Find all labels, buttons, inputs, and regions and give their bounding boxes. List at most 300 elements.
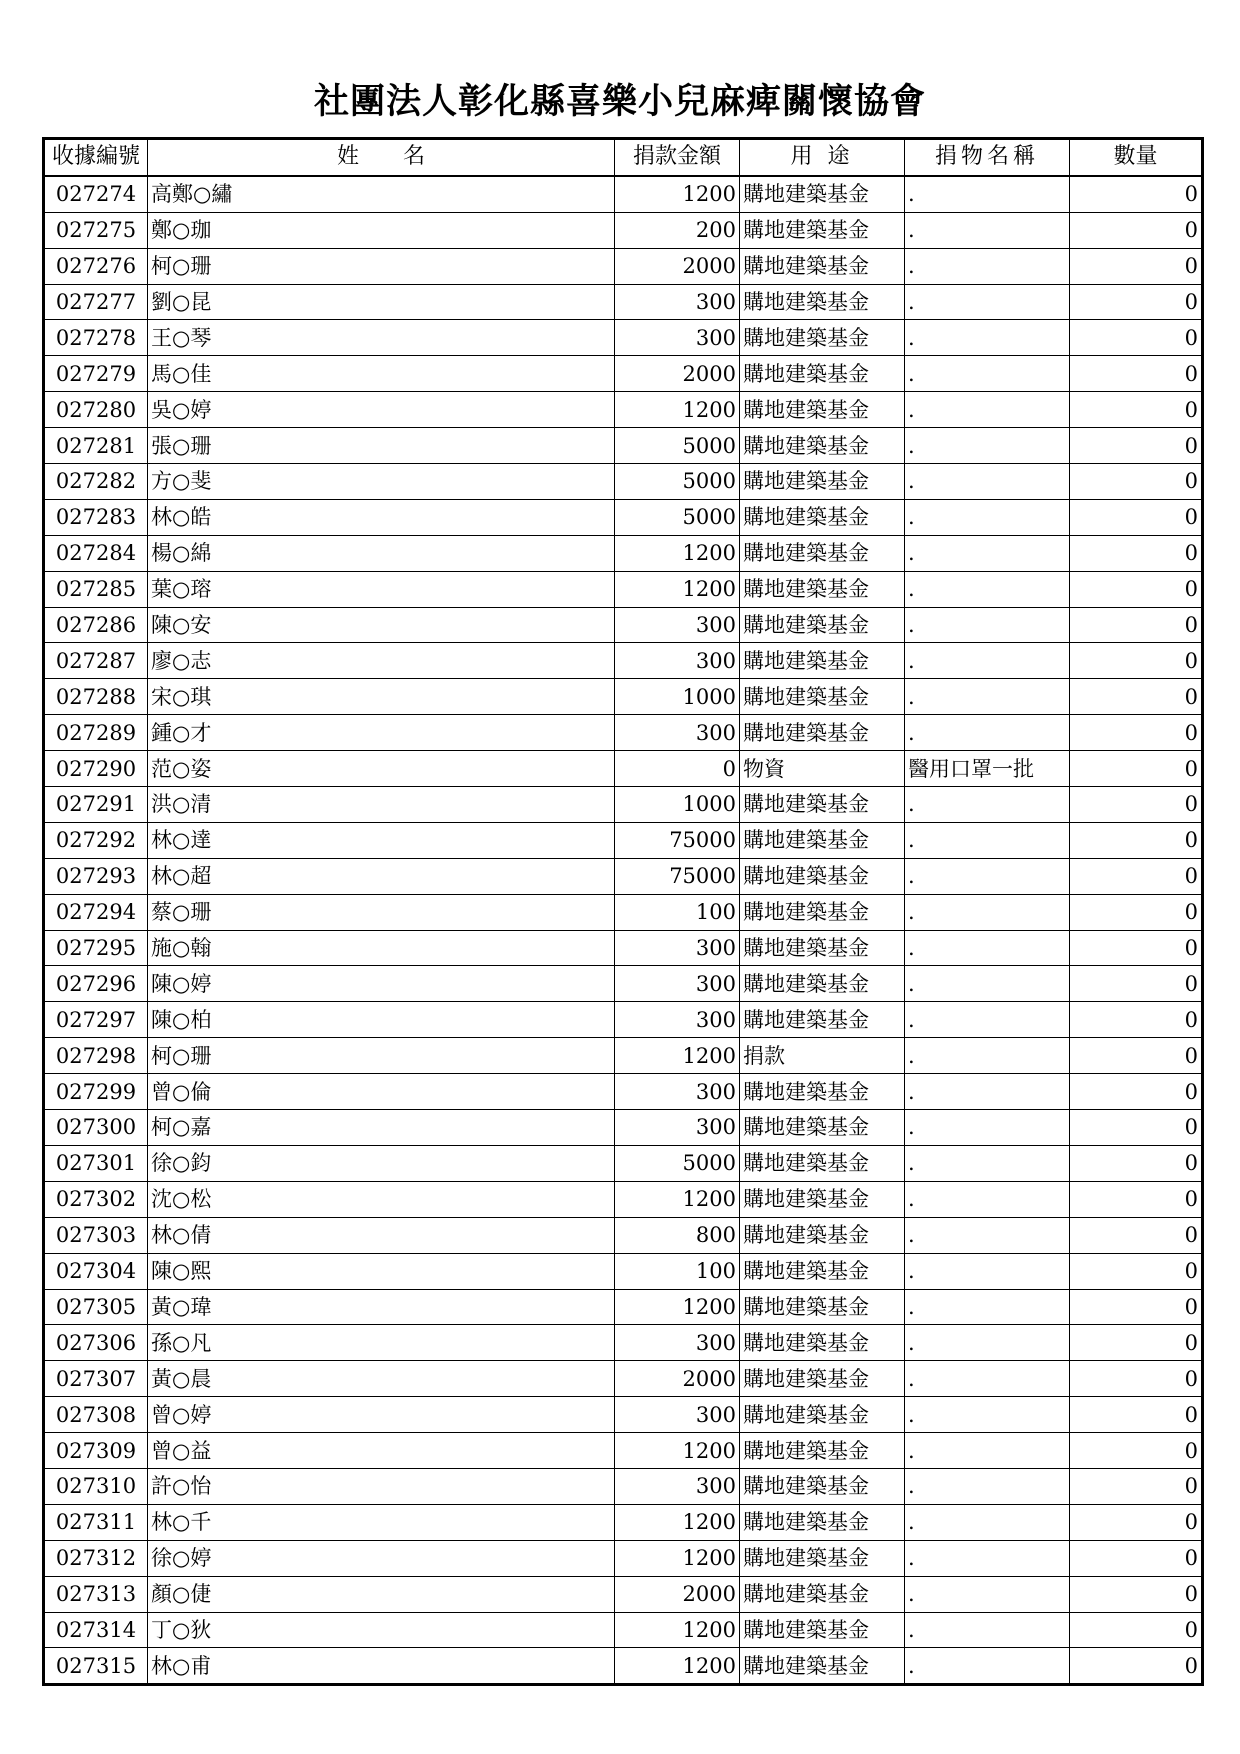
amount-cell: 1200 [615,535,740,571]
quantity-cell: 0 [1070,930,1203,966]
receipt-no-cell: 027291 [44,787,148,823]
purpose-cell: 購地建築基金 [740,499,905,535]
amount-cell: 1200 [615,1289,740,1325]
receipt-no-cell: 027285 [44,571,148,607]
quantity-cell: 0 [1070,284,1203,320]
amount-cell: 1200 [615,392,740,428]
item-name-cell: . [905,822,1070,858]
donor-name-cell: 鍾○才 [148,715,615,751]
item-name-cell: 醫用口罩一批 [905,751,1070,787]
item-name-cell: . [905,320,1070,356]
amount-cell: 5000 [615,464,740,500]
table-row [44,1110,1203,1146]
amount-cell: 1200 [615,1504,740,1540]
receipt-no-cell: 027278 [44,320,148,356]
item-name-cell: . [905,1612,1070,1648]
item-name-cell: . [905,1145,1070,1181]
purpose-cell: 購地建築基金 [740,1110,905,1146]
table-row [44,284,1203,320]
table-row [44,1217,1203,1253]
receipt-no-cell: 027313 [44,1576,148,1612]
purpose-cell: 購地建築基金 [740,1325,905,1361]
table-body [44,176,1203,1685]
purpose-cell: 購地建築基金 [740,1540,905,1576]
amount-cell: 300 [615,966,740,1002]
receipt-no-cell: 027298 [44,1038,148,1074]
table-row [44,1145,1203,1181]
receipt-no-cell: 027286 [44,607,148,643]
table-row [44,1361,1203,1397]
amount-cell: 100 [615,894,740,930]
donor-name-cell: 鄭○珈 [148,212,615,248]
purpose-cell: 購地建築基金 [740,1433,905,1469]
receipt-no-cell: 027311 [44,1504,148,1540]
purpose-cell: 購地建築基金 [740,571,905,607]
quantity-cell: 0 [1070,356,1203,392]
item-name-cell: . [905,1540,1070,1576]
item-name-cell: . [905,1110,1070,1146]
table-row [44,1289,1203,1325]
amount-cell: 300 [615,715,740,751]
donor-name-cell: 方○斐 [148,464,615,500]
amount-cell: 75000 [615,822,740,858]
header-purpose: 用 途 [740,139,905,176]
amount-cell: 2000 [615,1576,740,1612]
item-name-cell: . [905,392,1070,428]
donor-name-cell: 孫○凡 [148,1325,615,1361]
amount-cell: 300 [615,1002,740,1038]
amount-cell: 1200 [615,571,740,607]
donor-name-cell: 宋○琪 [148,679,615,715]
quantity-cell: 0 [1070,320,1203,356]
receipt-no-cell: 027290 [44,751,148,787]
table-row [44,1648,1203,1685]
donor-name-cell: 曾○益 [148,1433,615,1469]
donor-name-cell: 馬○佳 [148,356,615,392]
table-row [44,966,1203,1002]
item-name-cell: . [905,1648,1070,1685]
quantity-cell: 0 [1070,858,1203,894]
quantity-cell: 0 [1070,1612,1203,1648]
purpose-cell: 購地建築基金 [740,1145,905,1181]
item-name-cell: . [905,1433,1070,1469]
purpose-cell: 購地建築基金 [740,894,905,930]
table-row [44,1468,1203,1504]
amount-cell: 1200 [615,176,740,212]
item-name-cell: . [905,787,1070,823]
quantity-cell: 0 [1070,1361,1203,1397]
receipt-no-cell: 027284 [44,535,148,571]
receipt-no-cell: 027297 [44,1002,148,1038]
item-name-cell: . [905,248,1070,284]
table-row [44,248,1203,284]
table-row [44,392,1203,428]
table-row [44,1612,1203,1648]
item-name-cell: . [905,1325,1070,1361]
purpose-cell: 購地建築基金 [740,1289,905,1325]
purpose-cell: 購地建築基金 [740,428,905,464]
quantity-cell: 0 [1070,751,1203,787]
item-name-cell: . [905,1504,1070,1540]
amount-cell: 300 [615,1397,740,1433]
receipt-no-cell: 027299 [44,1074,148,1110]
table-row [44,607,1203,643]
donor-name-cell: 林○達 [148,822,615,858]
receipt-no-cell: 027296 [44,966,148,1002]
purpose-cell: 購地建築基金 [740,679,905,715]
purpose-cell: 購地建築基金 [740,715,905,751]
quantity-cell: 0 [1070,1002,1203,1038]
quantity-cell: 0 [1070,212,1203,248]
amount-cell: 300 [615,1468,740,1504]
purpose-cell: 購地建築基金 [740,1181,905,1217]
table-row [44,464,1203,500]
purpose-cell: 購地建築基金 [740,248,905,284]
amount-cell: 1200 [615,1181,740,1217]
quantity-cell: 0 [1070,499,1203,535]
donor-name-cell: 徐○婷 [148,1540,615,1576]
quantity-cell: 0 [1070,1038,1203,1074]
table-row [44,1038,1203,1074]
receipt-no-cell: 027295 [44,930,148,966]
purpose-cell: 購地建築基金 [740,1002,905,1038]
item-name-cell: . [905,643,1070,679]
table-row [44,1181,1203,1217]
donor-name-cell: 顏○倢 [148,1576,615,1612]
table-row [44,1325,1203,1361]
table-row [44,822,1203,858]
donor-name-cell: 沈○松 [148,1181,615,1217]
donor-name-cell: 陳○安 [148,607,615,643]
donor-name-cell: 黃○晨 [148,1361,615,1397]
receipt-no-cell: 027303 [44,1217,148,1253]
header-amount: 捐款金額 [615,139,740,176]
purpose-cell: 物資 [740,751,905,787]
receipt-no-cell: 027274 [44,176,148,212]
donor-name-cell: 林○甫 [148,1648,615,1685]
item-name-cell: . [905,930,1070,966]
table-row [44,930,1203,966]
donor-name-cell: 柯○嘉 [148,1110,615,1146]
purpose-cell: 購地建築基金 [740,1468,905,1504]
quantity-cell: 0 [1070,1181,1203,1217]
donor-name-cell: 林○倩 [148,1217,615,1253]
purpose-cell: 購地建築基金 [740,643,905,679]
item-name-cell: . [905,894,1070,930]
receipt-no-cell: 027283 [44,499,148,535]
quantity-cell: 0 [1070,1504,1203,1540]
amount-cell: 100 [615,1253,740,1289]
receipt-no-cell: 027305 [44,1289,148,1325]
quantity-cell: 0 [1070,1576,1203,1612]
donor-name-cell: 曾○婷 [148,1397,615,1433]
receipt-no-cell: 027275 [44,212,148,248]
header-name: 姓 名 [148,139,615,176]
amount-cell: 300 [615,1110,740,1146]
receipt-no-cell: 027294 [44,894,148,930]
amount-cell: 300 [615,930,740,966]
purpose-cell: 購地建築基金 [740,1612,905,1648]
quantity-cell: 0 [1070,679,1203,715]
receipt-no-cell: 027315 [44,1648,148,1685]
table-row [44,679,1203,715]
donor-name-cell: 林○皓 [148,499,615,535]
donor-name-cell: 丁○狄 [148,1612,615,1648]
item-name-cell: . [905,1289,1070,1325]
header-quantity: 數量 [1070,139,1203,176]
quantity-cell: 0 [1070,1289,1203,1325]
amount-cell: 5000 [615,428,740,464]
donor-name-cell: 曾○倫 [148,1074,615,1110]
amount-cell: 300 [615,320,740,356]
donor-name-cell: 陳○柏 [148,1002,615,1038]
receipt-no-cell: 027300 [44,1110,148,1146]
table-row [44,176,1203,212]
amount-cell: 1200 [615,1612,740,1648]
amount-cell: 300 [615,607,740,643]
quantity-cell: 0 [1070,1433,1203,1469]
item-name-cell: . [905,1397,1070,1433]
quantity-cell: 0 [1070,1074,1203,1110]
quantity-cell: 0 [1070,643,1203,679]
table-row [44,1540,1203,1576]
quantity-cell: 0 [1070,176,1203,212]
item-name-cell: . [905,1002,1070,1038]
amount-cell: 200 [615,212,740,248]
purpose-cell: 購地建築基金 [740,212,905,248]
receipt-no-cell: 027301 [44,1145,148,1181]
table-row [44,320,1203,356]
item-name-cell: . [905,212,1070,248]
purpose-cell: 購地建築基金 [740,320,905,356]
receipt-no-cell: 027287 [44,643,148,679]
quantity-cell: 0 [1070,966,1203,1002]
item-name-cell: . [905,428,1070,464]
donor-name-cell: 許○怡 [148,1468,615,1504]
quantity-cell: 0 [1070,1397,1203,1433]
purpose-cell: 購地建築基金 [740,1576,905,1612]
item-name-cell: . [905,679,1070,715]
receipt-no-cell: 027292 [44,822,148,858]
amount-cell: 1200 [615,1540,740,1576]
receipt-no-cell: 027280 [44,392,148,428]
item-name-cell: . [905,176,1070,212]
purpose-cell: 購地建築基金 [740,822,905,858]
table-header-row [44,139,1203,176]
item-name-cell: . [905,464,1070,500]
table-row [44,1504,1203,1540]
amount-cell: 75000 [615,858,740,894]
table-row [44,715,1203,751]
donor-name-cell: 徐○鈞 [148,1145,615,1181]
purpose-cell: 購地建築基金 [740,464,905,500]
receipt-no-cell: 027308 [44,1397,148,1433]
table-row [44,356,1203,392]
table-row [44,1576,1203,1612]
purpose-cell: 購地建築基金 [740,356,905,392]
purpose-cell: 購地建築基金 [740,1361,905,1397]
table-row [44,1002,1203,1038]
table-row [44,535,1203,571]
quantity-cell: 0 [1070,1540,1203,1576]
receipt-no-cell: 027314 [44,1612,148,1648]
purpose-cell: 購地建築基金 [740,787,905,823]
purpose-cell: 購地建築基金 [740,1504,905,1540]
donor-name-cell: 劉○昆 [148,284,615,320]
table-row [44,787,1203,823]
amount-cell: 1000 [615,787,740,823]
purpose-cell: 捐款 [740,1038,905,1074]
receipt-no-cell: 027309 [44,1433,148,1469]
item-name-cell: . [905,607,1070,643]
item-name-cell: . [905,1181,1070,1217]
purpose-cell: 購地建築基金 [740,1074,905,1110]
donor-name-cell: 陳○熙 [148,1253,615,1289]
donor-name-cell: 張○珊 [148,428,615,464]
donor-name-cell: 高鄭○繡 [148,176,615,212]
receipt-no-cell: 027281 [44,428,148,464]
quantity-cell: 0 [1070,535,1203,571]
purpose-cell: 購地建築基金 [740,858,905,894]
receipt-no-cell: 027279 [44,356,148,392]
purpose-cell: 購地建築基金 [740,284,905,320]
receipt-no-cell: 027304 [44,1253,148,1289]
quantity-cell: 0 [1070,607,1203,643]
quantity-cell: 0 [1070,392,1203,428]
donor-name-cell: 林○千 [148,1504,615,1540]
receipt-no-cell: 027310 [44,1468,148,1504]
table-row [44,751,1203,787]
purpose-cell: 購地建築基金 [740,1648,905,1685]
item-name-cell: . [905,858,1070,894]
receipt-no-cell: 027282 [44,464,148,500]
amount-cell: 300 [615,1325,740,1361]
donor-name-cell: 廖○志 [148,643,615,679]
donor-name-cell: 葉○瑢 [148,571,615,607]
purpose-cell: 購地建築基金 [740,966,905,1002]
donation-table [42,137,1204,1686]
receipt-no-cell: 027277 [44,284,148,320]
receipt-no-cell: 027306 [44,1325,148,1361]
table-row [44,571,1203,607]
purpose-cell: 購地建築基金 [740,176,905,212]
quantity-cell: 0 [1070,894,1203,930]
receipt-no-cell: 027293 [44,858,148,894]
quantity-cell: 0 [1070,1217,1203,1253]
header-item: 捐物名稱 [905,139,1070,176]
document-title: 社團法人彰化縣喜樂小兒麻痺關懷協會 [313,82,926,122]
item-name-cell: . [905,1468,1070,1504]
table-row [44,212,1203,248]
quantity-cell: 0 [1070,571,1203,607]
amount-cell: 5000 [615,1145,740,1181]
item-name-cell: . [905,966,1070,1002]
receipt-no-cell: 027307 [44,1361,148,1397]
donor-name-cell: 楊○綿 [148,535,615,571]
item-name-cell: . [905,535,1070,571]
quantity-cell: 0 [1070,1468,1203,1504]
purpose-cell: 購地建築基金 [740,392,905,428]
header-receipt-no: 收據編號 [44,139,148,176]
table-row [44,1074,1203,1110]
receipt-no-cell: 027302 [44,1181,148,1217]
purpose-cell: 購地建築基金 [740,1397,905,1433]
amount-cell: 0 [615,751,740,787]
amount-cell: 5000 [615,499,740,535]
receipt-no-cell: 027288 [44,679,148,715]
item-name-cell: . [905,571,1070,607]
purpose-cell: 購地建築基金 [740,607,905,643]
purpose-cell: 購地建築基金 [740,1253,905,1289]
donor-name-cell: 吳○婷 [148,392,615,428]
item-name-cell: . [905,1038,1070,1074]
purpose-cell: 購地建築基金 [740,930,905,966]
donor-name-cell: 施○翰 [148,930,615,966]
quantity-cell: 0 [1070,787,1203,823]
quantity-cell: 0 [1070,822,1203,858]
item-name-cell: . [905,1361,1070,1397]
amount-cell: 1200 [615,1433,740,1469]
table-row [44,1397,1203,1433]
donor-name-cell: 柯○珊 [148,1038,615,1074]
amount-cell: 2000 [615,1361,740,1397]
amount-cell: 1200 [615,1038,740,1074]
amount-cell: 300 [615,284,740,320]
donor-name-cell: 陳○婷 [148,966,615,1002]
amount-cell: 1200 [615,1648,740,1685]
amount-cell: 2000 [615,248,740,284]
table-row [44,428,1203,464]
table-row [44,499,1203,535]
quantity-cell: 0 [1070,428,1203,464]
amount-cell: 2000 [615,356,740,392]
quantity-cell: 0 [1070,464,1203,500]
table-row [44,1433,1203,1469]
table-row [44,1253,1203,1289]
donor-name-cell: 蔡○珊 [148,894,615,930]
quantity-cell: 0 [1070,1648,1203,1685]
receipt-no-cell: 027276 [44,248,148,284]
receipt-no-cell: 027312 [44,1540,148,1576]
donor-name-cell: 黃○瑋 [148,1289,615,1325]
donor-name-cell: 柯○珊 [148,248,615,284]
purpose-cell: 購地建築基金 [740,535,905,571]
donor-name-cell: 王○琴 [148,320,615,356]
table-row [44,894,1203,930]
quantity-cell: 0 [1070,248,1203,284]
item-name-cell: . [905,499,1070,535]
amount-cell: 300 [615,1074,740,1110]
table-row [44,643,1203,679]
donor-name-cell: 洪○清 [148,787,615,823]
table-row [44,858,1203,894]
quantity-cell: 0 [1070,1325,1203,1361]
item-name-cell: . [905,284,1070,320]
item-name-cell: . [905,715,1070,751]
quantity-cell: 0 [1070,715,1203,751]
donor-name-cell: 范○姿 [148,751,615,787]
amount-cell: 300 [615,643,740,679]
item-name-cell: . [905,1253,1070,1289]
receipt-no-cell: 027289 [44,715,148,751]
amount-cell: 1000 [615,679,740,715]
quantity-cell: 0 [1070,1253,1203,1289]
item-name-cell: . [905,1074,1070,1110]
amount-cell: 800 [615,1217,740,1253]
item-name-cell: . [905,1576,1070,1612]
donor-name-cell: 林○超 [148,858,615,894]
quantity-cell: 0 [1070,1110,1203,1146]
